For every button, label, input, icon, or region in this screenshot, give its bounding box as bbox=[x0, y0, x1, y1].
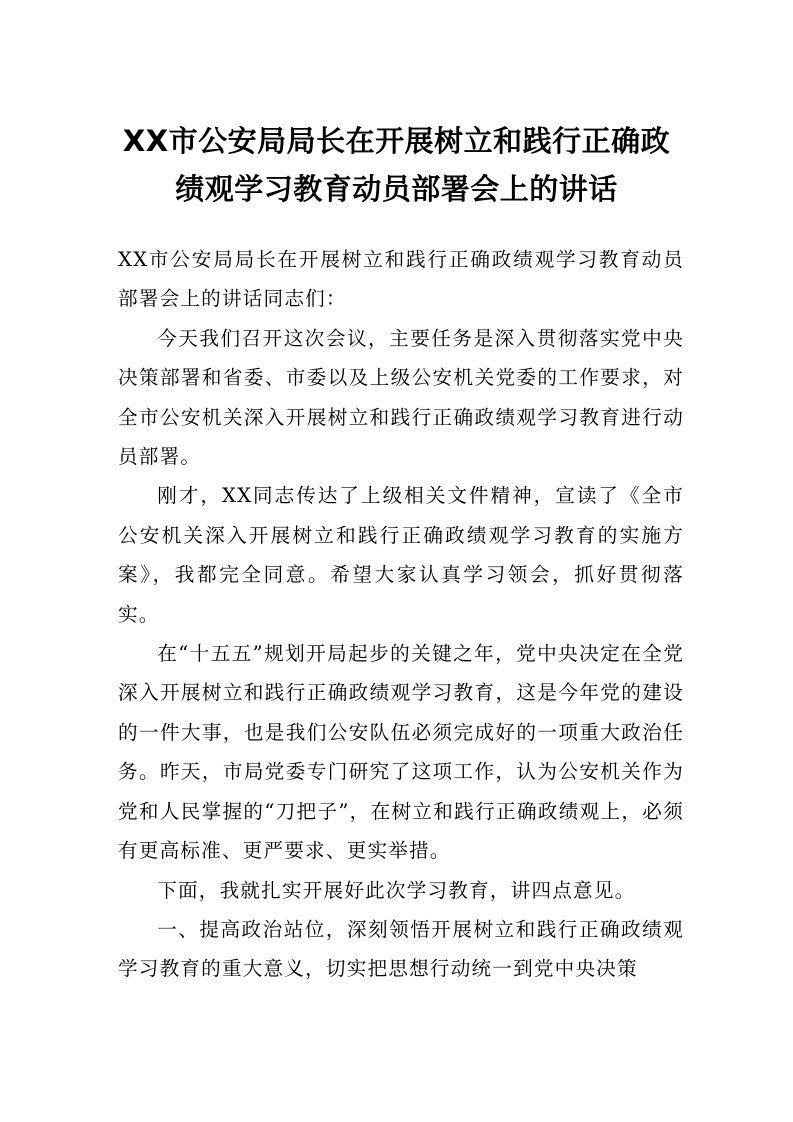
paragraph: 在“十五五”规划开局起步的关键之年，党中央决定在全党深入开展树立和践行正确政绩观学习教育，这是今年党的建设的一件大事，也是我们公安队伍必须完成好的一项重大政治任务。昨天，市局党委专门研究了这项工作，认为公安机关作为党和人民掌握的“刀把子”，在树立和践行正确政绩观上，必须有更高标准、更严要求、更实举措。 bbox=[118, 642, 684, 863]
document-title-line-1: XX市公安局局长在开展树立和践行正确政 bbox=[122, 124, 671, 158]
paragraph: 下面，我就扎实开展好此次学习教育，讲四点意见。 bbox=[157, 878, 636, 902]
paragraph: 今天我们召开这次会议，主要任务是深入贯彻落实党中央决策部署和省委、市委以及上级公安机关党委的工作要求，对全市公安机关深入开展树立和践行正确政绩观学习教育进行动员部署。 bbox=[118, 326, 684, 469]
paragraph-opening: XX市公安局局长在开展树立和践行正确政绩观学习教育动员部署会上的讲话同志们： bbox=[118, 248, 684, 311]
paragraph: 刚才，XX同志传达了上级相关文件精神，宣读了《全市公安机关深入开展树立和践行正确政绩观学习教育的实施方案》，我都完全同意。希望大家认真学习领会，抓好贯彻落实。 bbox=[118, 484, 684, 626]
document-body bbox=[118, 240, 684, 989]
section-heading-paragraph: 一、提高政治站位，深刻领悟开展树立和践行正确政绩观学习教育的重大意义，切实把思想行动统一到党中央决策 bbox=[118, 917, 684, 981]
document-title-line-2: 绩观学习教育动员部署会上的讲话 bbox=[175, 172, 618, 206]
